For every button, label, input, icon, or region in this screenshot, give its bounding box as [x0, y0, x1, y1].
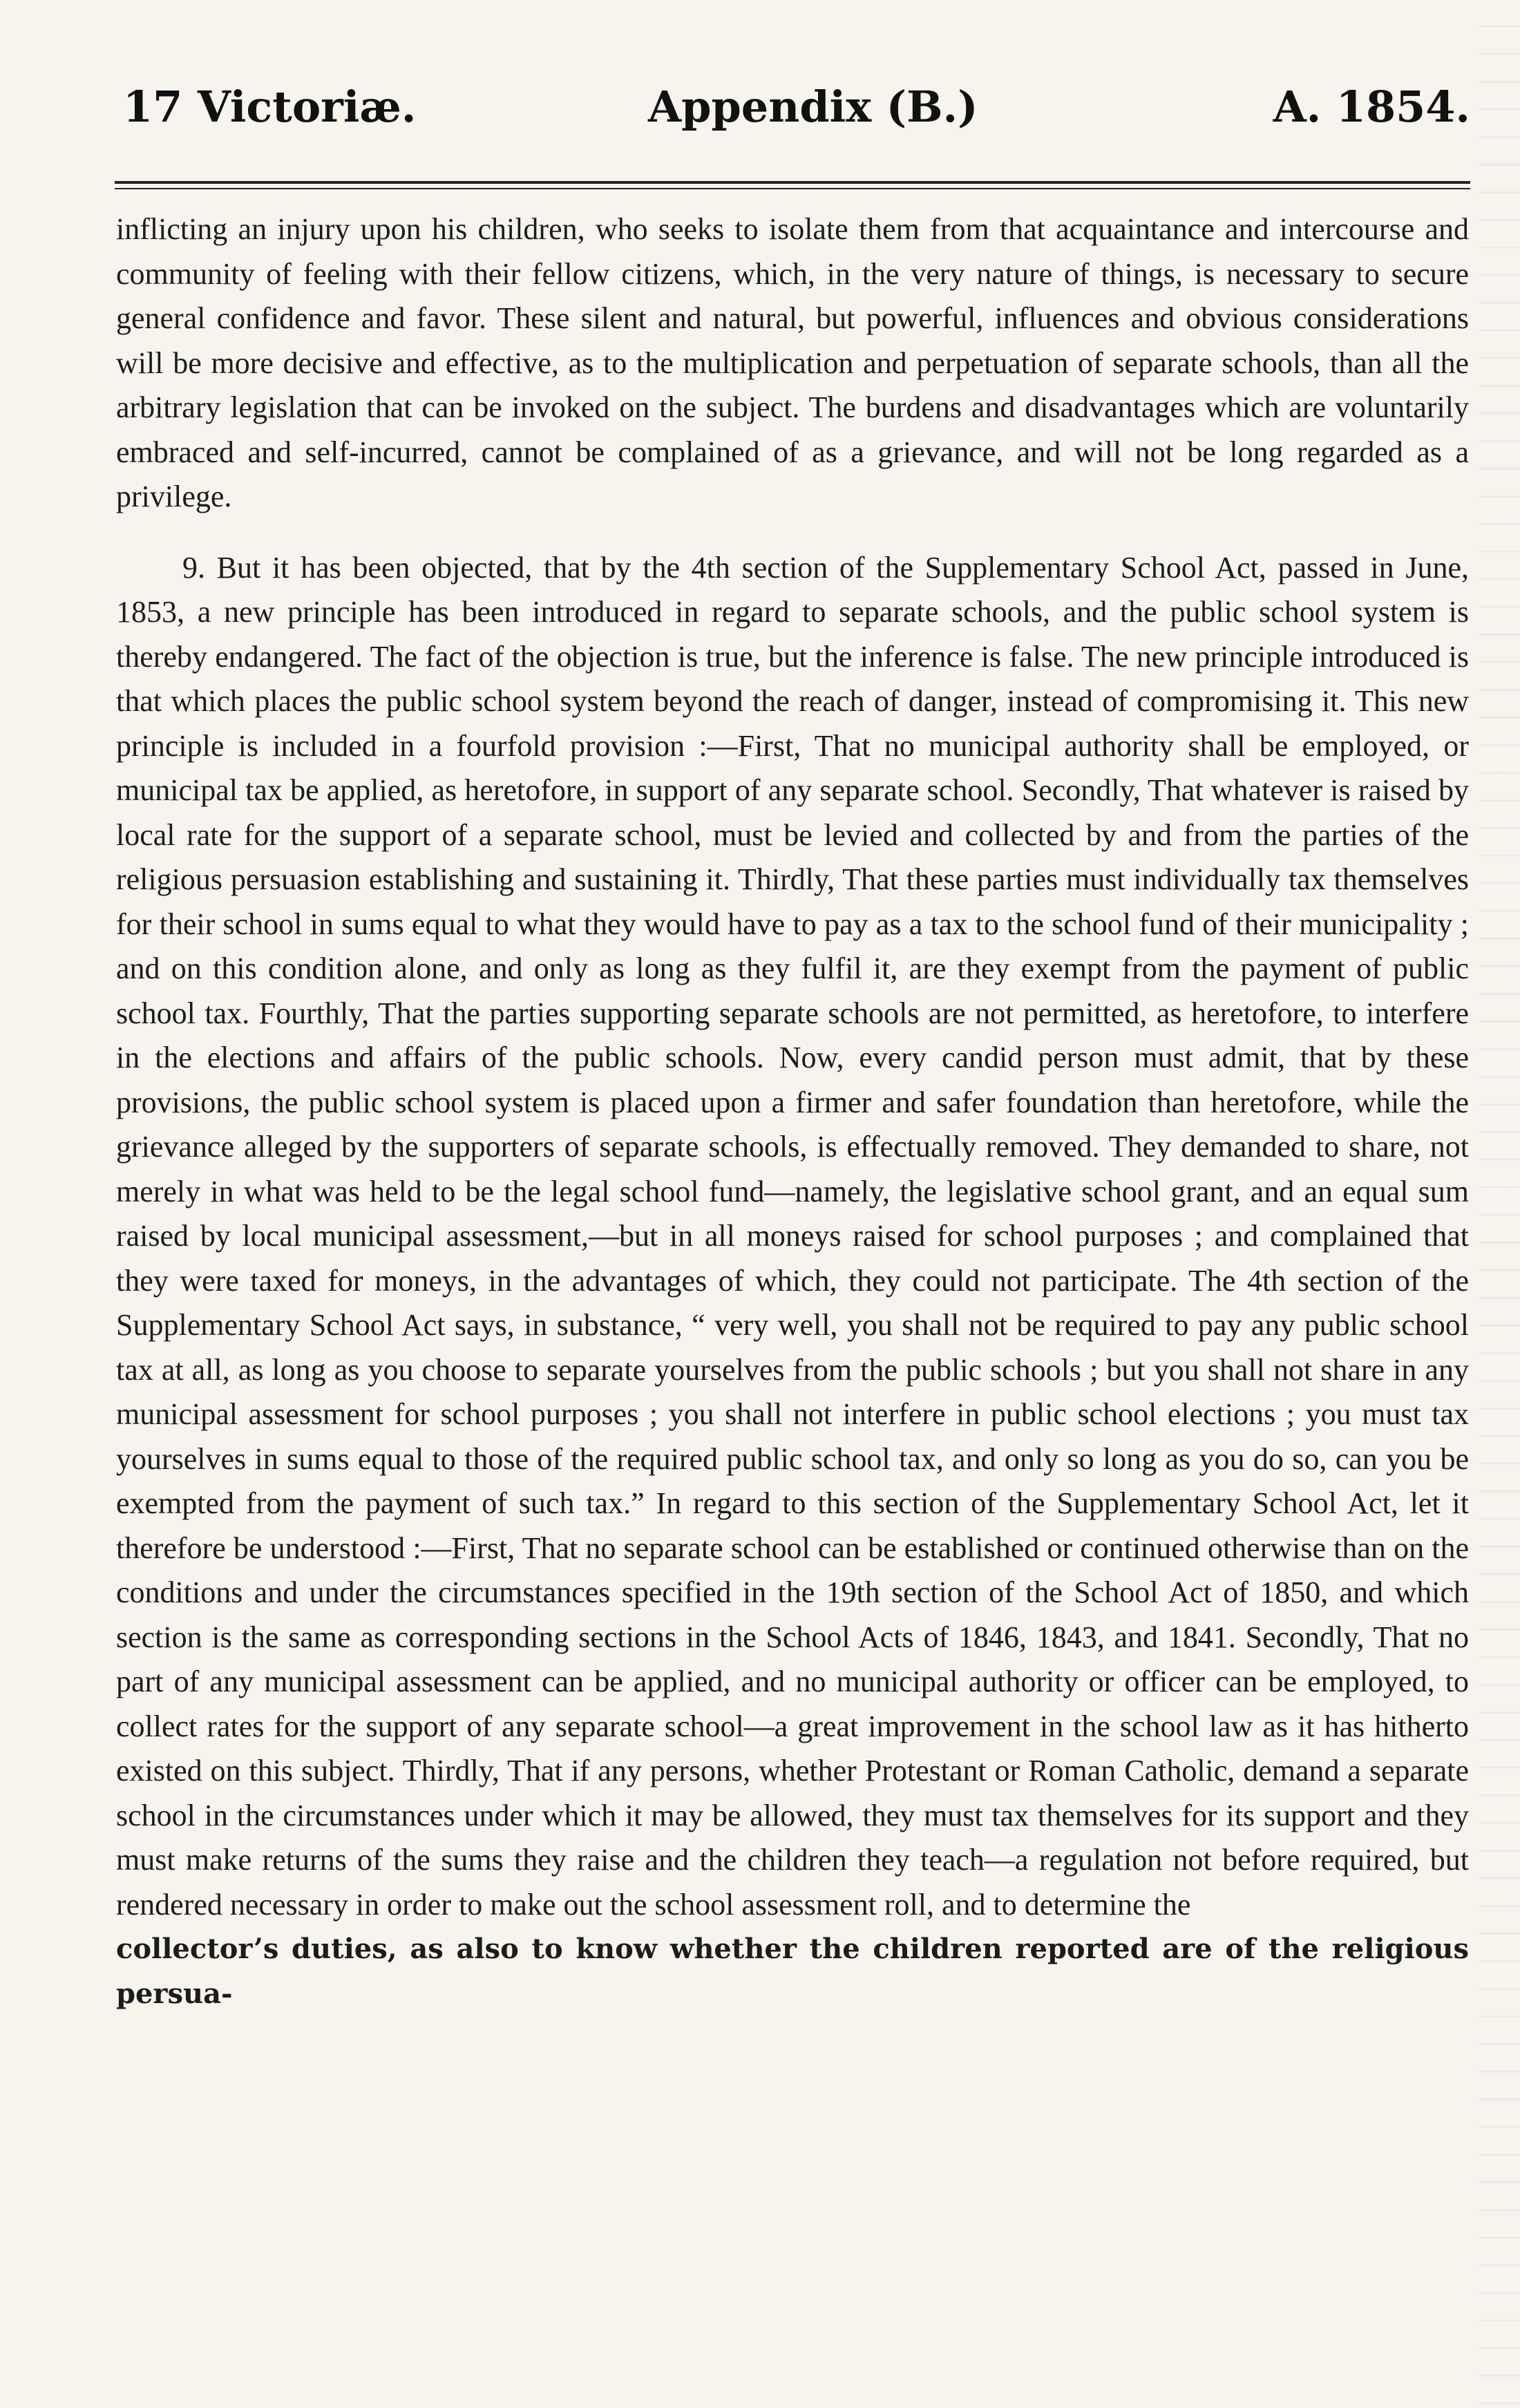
header-appendix: Appendix (B.) — [648, 82, 978, 132]
final-line: collector’s duties, as also to know whether the children reported are of the religious persua- — [116, 1933, 1469, 2010]
header-rule-thin — [115, 188, 1470, 189]
page-header — [123, 82, 1470, 144]
header-year: A. 1854. — [1273, 82, 1470, 132]
header-rule-thick — [115, 181, 1470, 184]
body-text — [116, 207, 1469, 2016]
scan-edge-noise — [1479, 0, 1520, 2408]
paragraph-9: 9. But it has been objected, that by the 4th section of the Supplementary School Act, passed in June, 1853, a new principle has been introduced in regard to separate schools, and the public school system is thereby endangered. The fact of the objection is true, but the inference is false. The new principle introduced is that which places the public school system beyond the reach of danger, instead of compromising it. This new principle is included in a fourfold provision :—First, That no municipal authority shall be employed, or municipal tax be applied, as heretofore, in support of any separate school. Secondly, That whatever is raised by local rate for the support of a separate school, must be levied and collected by and from the parties of the religious persuasion establishing and sustaining it. Thirdly, That these parties must individually tax themselves for their school in sums equal to what they would have to pay as a tax to the school fund of their municipality ; and on this condition alone, and only as long as they fulfil it, are they exempt from the payment of public school tax. Fourthly, That the parties supporting separate schools are not permitted, as heretofore, to interfere in the elections and affairs of the public schools. Now, every candid person must admit, that by these provisions, the public school system is placed upon a firmer and safer foundation than heretofore, while the grievance alleged by the supporters of separate schools, is effectually removed. They demanded to share, not merely in what was held to be the legal school fund—namely, the legislative school grant, and an equal sum raised by local municipal assessment,—but in all moneys raised for school purposes ; and complained that they were taxed for moneys, in the advantages of which, they could not participate. The 4th section of the Supplementary School Act says, in substance, “ very well, you shall not be required to pay any public school tax at all, as long as you choose to separate yourselves from the public schools ; but you shall not share in any municipal assessment for school purposes ; you shall not interfere in public school elections ; you must tax yourselves in sums equal to those of the required public school tax, and only so long as you do so, can you be exempted from the payment of such tax.” In regard to this section of the Supplementary School Act, let it therefore be understood :—First, That no separate school can be established or continued otherwise than on the conditions and under the circumstances specified in the 19th section of the School Act of 1850, and which section is the same as corresponding sections in the School Acts of 1846, 1843, and 1841. Secondly, That no part of any municipal assessment can be applied, and no municipal authority or officer can be employed, to collect rates for the support of any separate school—a great improvement in the school law as it has hitherto existed on this subject. Thirdly, That if any persons, whether Protestant or Roman Catholic, demand a separate school in the circumstances under which it may be allowed, they must tax themselves for its support and they must make returns of the sums they raise and the children they teach—a regulation not before required, but rendered necessary in order to make out the school assessment roll, and to determine the — [116, 550, 1469, 1922]
paragraph-continued: inflicting an injury upon his children, who seeks to isolate them from that acquaintance and intercourse and community of feeling with their fellow citizens, which, in the very nature of things, is necessary to secure general confidence and favor. These silent and natural, but powerful, influences and obvious considerations will be more decisive and effective, as to the multiplication and perpetuation of separate schools, than all the arbitrary legislation that can be invoked on the subject. The burdens and disadvantages which are voluntarily embraced and self-incurred, cannot be complained of as a grievance, and will not be long regarded as a privilege. — [116, 212, 1469, 513]
header-session: 17 Victoriæ. — [123, 82, 417, 132]
